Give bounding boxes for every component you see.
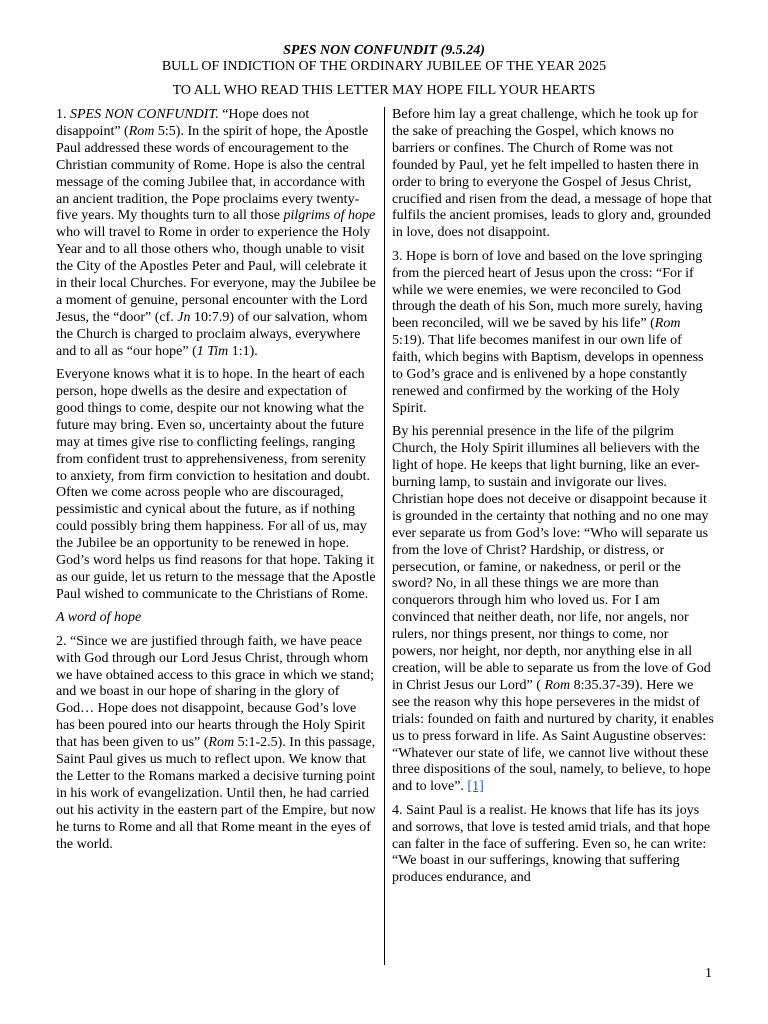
paragraph-4: 4. Saint Paul is a realist. He knows that life has its joys and sorrows, that love is tested amid trials, and that hope can falter in the face of suffering. Even so, he can write: “We boast in our sufferings, knowing that suffering produces endurance, and <box>392 802 711 886</box>
footnote-link[interactable]: [1] <box>467 779 484 795</box>
paragraph-challenge: Before him lay a great challenge, which he took up for the sake of preaching the Gospel, which knows no barriers or confines. The Church of Rome was not founded by Paul, yet he felt impelled to hasten there in order to bring to everyone the Gospel of Jesus Christ, crucified and risen from the dead, a message of hope that fulfils the ancient promises, leads to glory and, grounded in love, does not disappoint. <box>392 107 712 241</box>
paragraph-3: 3. Hope is born of love and based on the love springing from the pierced heart of Jesus upon the cross: “For if while we were enemies, we were reconciled to God through the death of his Son, much more surely, having been reconciled, will we be saved by his life” (Rom 5:19). That life becomes manifest in our own life of faith, which begins with Baptism, develops in openness to God’s grace and is enlivened by a hope constantly renewed and confirmed by the working of the Holy Spirit. <box>392 248 704 416</box>
column-divider <box>384 107 385 965</box>
section-heading: A word of hope <box>56 610 142 626</box>
document-subtitle: BULL OF INDICTION OF THE ORDINARY JUBILEE OF THE YEAR 2025 <box>161 59 607 74</box>
document-greeting: TO ALL WHO READ THIS LETTER MAY HOPE FILL YOUR HEARTS <box>172 83 596 98</box>
left-column <box>56 107 376 860</box>
paragraph-spirit: By his perennial presence in the life of the pilgrim Church, the Holy Spirit illumines all believers with the light of hope. He keeps that light burning, like an ever-burning lamp, to sustain and invigorate our lives. Christian hope does not deceive or disappoint because it is grounded in the certainty that nothing and no one may ever separate us from God’s love: “Who will separate us from the love of Christ? Hardship, or distress, or persecution, or famine, or nakedness, or peril or the sword? No, in all these things we are more than conquerors through him who loved us. For I am convinced that neither death, nor life, nor angels, nor rulers, nor things present, nor things to come, nor powers, nor height, nor depth, nor anything else in all creation, will be able to separate us from the love of God in Christ Jesus our Lord” ( Rom 8:35.37-39). Here we see the reason why this hope perseveres in the midst of trials: founded on faith and nurtured by charity, it enables us to press forward in life. As Saint Augustine observes: “Whatever our state of life, we cannot live without these three dispositions of the soul, namely, to believe, to hope and to love”. [1] <box>392 424 714 795</box>
paragraph-1: 1. SPES NON CONFUNDIT. “Hope does not disappoint” (Rom 5:5). In the spirit of hope, the Apostle Paul addressed these words of encouragement to the Christian community of Rome. Hope is also the central message of the coming Jubilee that, in accordance with an ancient tradition, the Pope proclaims every twenty-five years. My thoughts turn to all those pilgrims of hope who will travel to Rome in order to experience the Holy Year and to all those others who, though unable to visit the City of the Apostles Peter and Paul, will celebrate it in their local Churches. For everyone, may the Jubilee be a moment of genuine, personal encounter with the Lord Jesus, the “door” (cf. Jn 10:7.9) of our salvation, whom the Church is charged to proclaim always, everywhere and to all as “our hope” (1 Tim 1:1). <box>56 107 376 359</box>
page-number: 1 <box>705 966 712 981</box>
paragraph-2: 2. “Since we are justified through faith, we have peace with God through our Lord Jesus Christ, through whom we have obtained access to this grace in which we stand; and we boast in our hope of sharing in the glory of God… Hope does not disappoint, because God’s love has been poured into our hearts through the Holy Spirit that has been given to us” (Rom 5:1-2.5). In this passage, Saint Paul gives us much to reflect upon. We know that the Letter to the Romans marked a decisive turning point in his work of evangelization. Until then, he had carried out his activity in the eastern part of the Empire, but now he turns to Rome and all that Rome meant in the eyes of the world. <box>56 633 376 852</box>
document-title: SPES NON CONFUNDIT (9.5.24) <box>283 43 485 58</box>
right-column <box>392 107 714 894</box>
paragraph-hope: Everyone knows what it is to hope. In the heart of each person, hope dwells as the desire and expectation of good things to come, despite our not knowing what the future may bring. Even so, uncertainty about the future may at times give rise to conflicting feelings, ranging from confident trust to apprehensiveness, from serenity to anxiety, from firm conviction to hesitation and doubt. Often we come across people who are discouraged, pessimistic and cynical about the future, as if nothing could possibly bring them happiness. For all of us, may the Jubilee be an opportunity to be renewed in hope. God’s word helps us find reasons for that hope. Taking it as our guide, let us return to the message that the Apostle Paul wished to communicate to the Christians of Rome. <box>56 367 376 602</box>
